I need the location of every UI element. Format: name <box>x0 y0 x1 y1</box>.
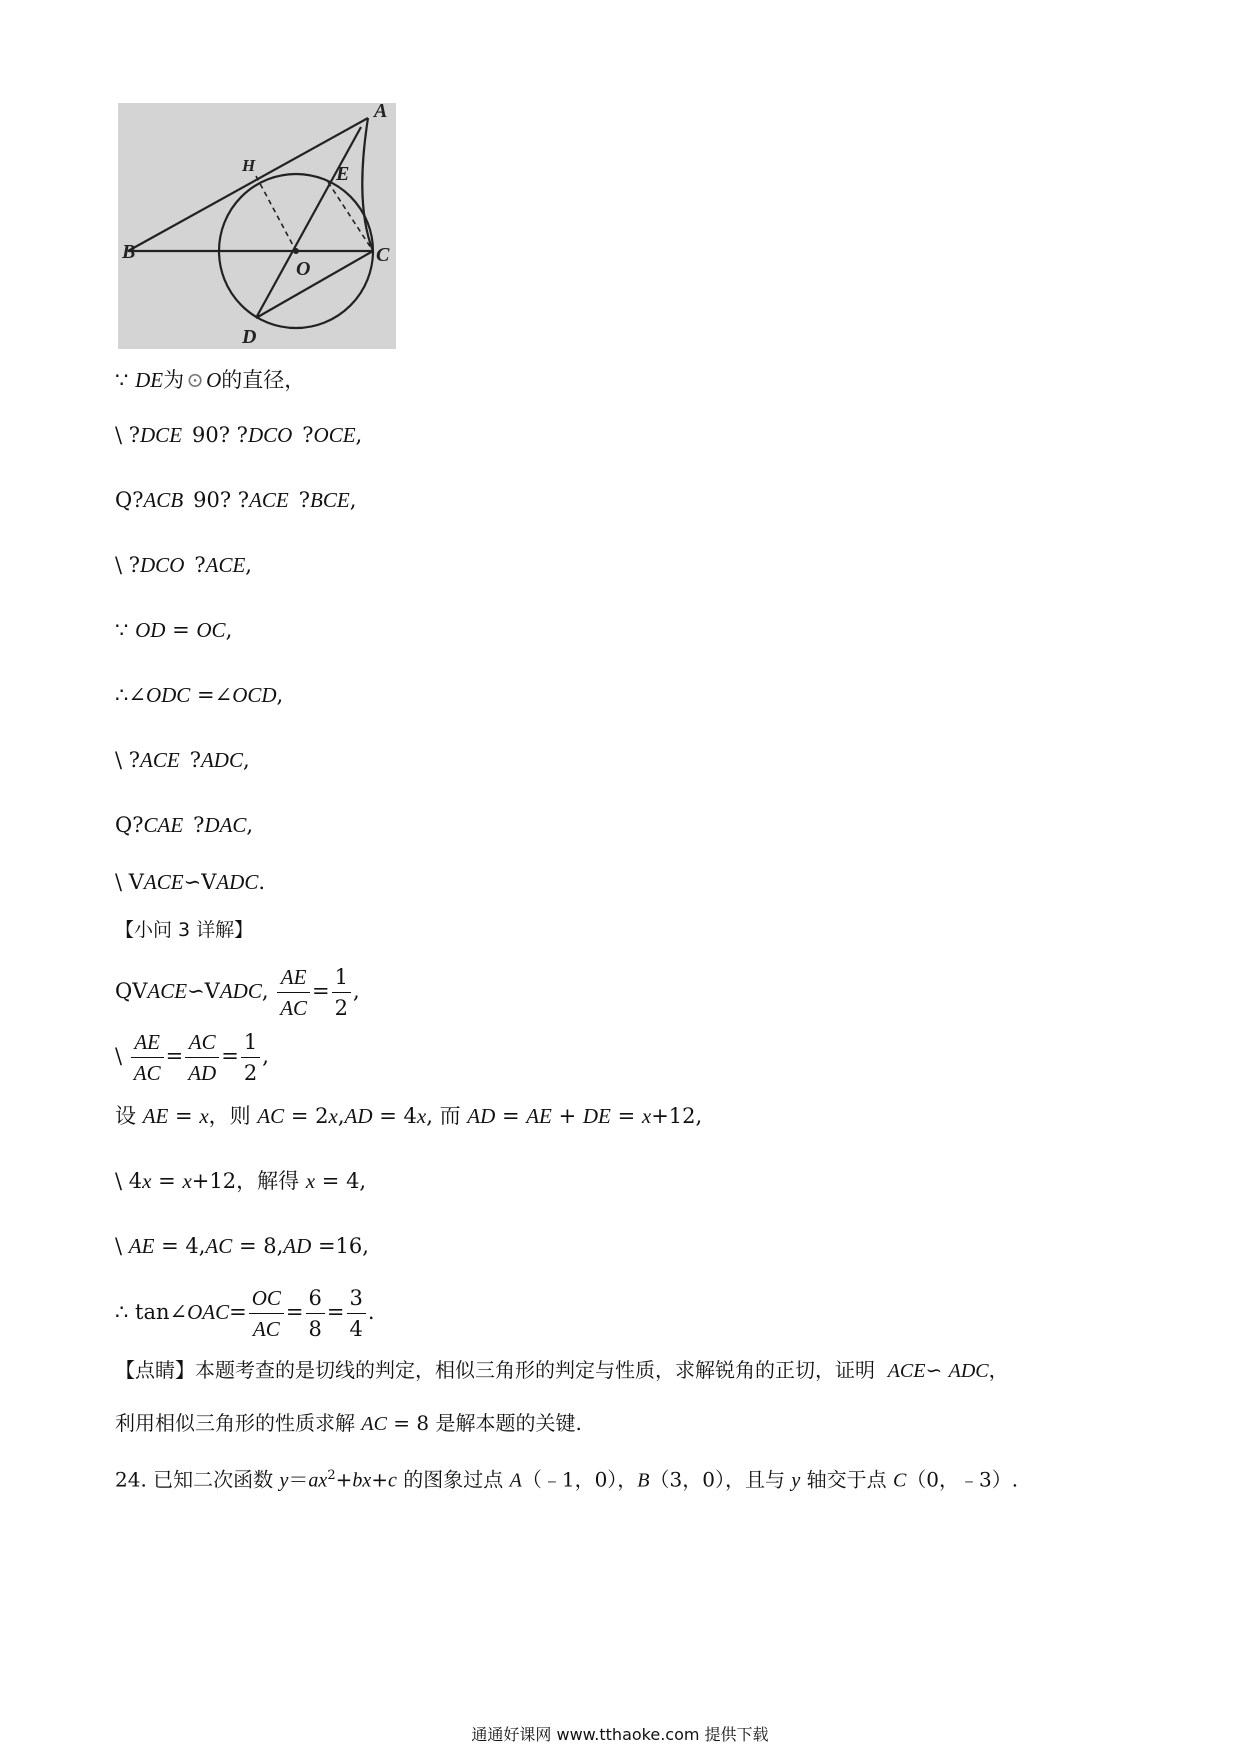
proof-line-11 <box>115 1027 269 1088</box>
math-angle: ADC <box>200 748 243 772</box>
label-e: E <box>336 163 350 185</box>
math-angle: DCO <box>140 553 185 577</box>
math-triangle: ACE <box>143 870 184 894</box>
equals: = <box>172 618 190 642</box>
circle-symbol: ⊙ <box>186 368 204 392</box>
math-triangle: ADC <box>216 870 259 894</box>
label-o: O <box>296 258 311 280</box>
math-angle: ACB <box>143 488 184 512</box>
similar-symbol: ∽V <box>183 870 217 894</box>
proof-line-8 <box>115 811 253 839</box>
circle-tangent-diagram <box>118 103 396 349</box>
symbol-text: \ V <box>115 870 144 894</box>
note-line-1: 【点睛】本题考查的是切线的判定，相似三角形的判定与性质，求解锐角的正切，证明 ACE∽ ADC， <box>115 1358 1009 1382</box>
section-heading: 【小问 3 详解】 <box>115 919 254 941</box>
symbol-text: QV <box>115 979 148 1003</box>
math-angle: ACE <box>249 488 289 512</box>
text-wei: 为 <box>163 368 185 392</box>
page-footer: 通通好课网 www.tthaoke.com 提供下载 <box>471 1725 769 1744</box>
punctuation: , <box>349 488 357 512</box>
proof-line-3 <box>115 486 356 514</box>
text-diameter: 的直径， <box>221 368 306 392</box>
proof-line-15: ∴ tan∠OAC= $\frac{OC}{AC}$ = $\frac{6}{8}$ = $\frac{3}{4}$ . <box>115 1283 375 1344</box>
symbol-text: ? <box>302 423 314 447</box>
math-triangle: ACE <box>147 979 188 1003</box>
punctuation: , <box>225 618 233 642</box>
symbol-text: ? <box>194 553 206 577</box>
math-od: OD <box>135 618 166 642</box>
math-angle: ACE <box>205 553 246 577</box>
proof-line-14: \ AE = 4,AC = 8,AD =16, <box>115 1234 369 1258</box>
proof-line-4 <box>115 551 252 579</box>
fraction: $\frac{AE}{AC}$ <box>131 1027 164 1088</box>
symbol-text: \ <box>115 1044 123 1068</box>
symbol-text: ? <box>193 813 205 837</box>
symbol-text: 90? ? <box>192 423 248 447</box>
proof-line-13: \ 4x = x+12，解得 x = 4, <box>115 1169 367 1193</box>
equals: = <box>221 1044 239 1068</box>
math-angle: OCE <box>313 423 356 447</box>
label-c: C <box>376 244 390 266</box>
punctuation: , <box>353 979 360 1003</box>
math-de: DE <box>135 368 164 392</box>
geometry-figure <box>118 103 396 349</box>
proof-line-1 <box>115 366 305 394</box>
label-h: H <box>242 156 256 175</box>
question-24: 24. 已知二次函数 $y=ax^2+bx+c$ 的图象过点 A（﹣1，0），B（3，0），且与 y 轴交于点 C（0，﹣3）. <box>115 1467 1019 1492</box>
punctuation: . <box>258 870 266 894</box>
fraction: $\frac{AC}{AD}$ <box>185 1027 219 1088</box>
proof-line-9 <box>115 868 265 896</box>
math-triangle: ADC <box>219 979 262 1003</box>
proof-line-10 <box>115 962 360 1023</box>
fraction: $\frac{AE}{AC}$ <box>277 962 310 1023</box>
equals: = <box>312 979 330 1003</box>
therefore-angle: ∴∠ <box>115 683 146 707</box>
fraction: $\frac{3}{4}$ <box>347 1283 366 1344</box>
punctuation: , <box>355 423 363 447</box>
fraction: $\frac{1}{2}$ <box>241 1027 260 1088</box>
proof-line-7 <box>115 746 250 774</box>
punctuation: , <box>261 979 269 1003</box>
punctuation: , <box>276 683 284 707</box>
fraction: $\frac{1}{2}$ <box>332 962 351 1023</box>
because-symbol: ∵ <box>115 618 129 642</box>
math-angle: ODC <box>145 683 191 707</box>
math-angle: DAC <box>204 813 247 837</box>
symbol-text: Q? <box>115 488 144 512</box>
label-b: B <box>122 241 136 263</box>
proof-line-2 <box>115 421 362 449</box>
punctuation: , <box>242 748 250 772</box>
fraction: $\frac{6}{8}$ <box>306 1283 325 1344</box>
proof-line-5 <box>115 616 232 644</box>
math-o: O <box>206 368 222 392</box>
label-a: A <box>374 103 388 122</box>
equals-angle: =∠ <box>197 683 233 707</box>
equals: = <box>165 1044 184 1068</box>
math-angle: CAE <box>143 813 184 837</box>
symbol-text: ? <box>189 748 201 772</box>
math-oc: OC <box>196 618 226 642</box>
math-angle: BCE <box>310 488 350 512</box>
proof-line-6 <box>115 681 283 709</box>
punctuation: , <box>246 813 254 837</box>
label-d: D <box>242 326 257 348</box>
proof-line-12: 设 AE = x，则 AC = 2x,AD = 4x, 而 AD = AE + DE = x+12, <box>115 1104 703 1128</box>
because-symbol: ∵ <box>115 368 129 392</box>
note-line-2: 利用相似三角形的性质求解 AC = 8 是解本题的关键. <box>115 1411 582 1435</box>
math-angle: ACE <box>140 748 180 772</box>
punctuation: , <box>245 553 252 577</box>
similar-symbol: ∽V <box>187 979 220 1003</box>
fraction: $\frac{OC}{AC}$ <box>249 1283 284 1344</box>
punctuation: , <box>262 1044 269 1068</box>
symbol-text: Q? <box>115 813 144 837</box>
math-angle: OCD <box>232 683 277 707</box>
symbol-text: 90? ? <box>193 488 250 512</box>
symbol-text: \ ? <box>115 423 141 447</box>
symbol-text: \ ? <box>115 553 141 577</box>
math-angle: DCO <box>247 423 293 447</box>
center-o <box>293 248 299 254</box>
symbol-text: \ ? <box>115 748 141 772</box>
symbol-text: ? <box>298 488 311 512</box>
math-angle: DCE <box>140 423 183 447</box>
